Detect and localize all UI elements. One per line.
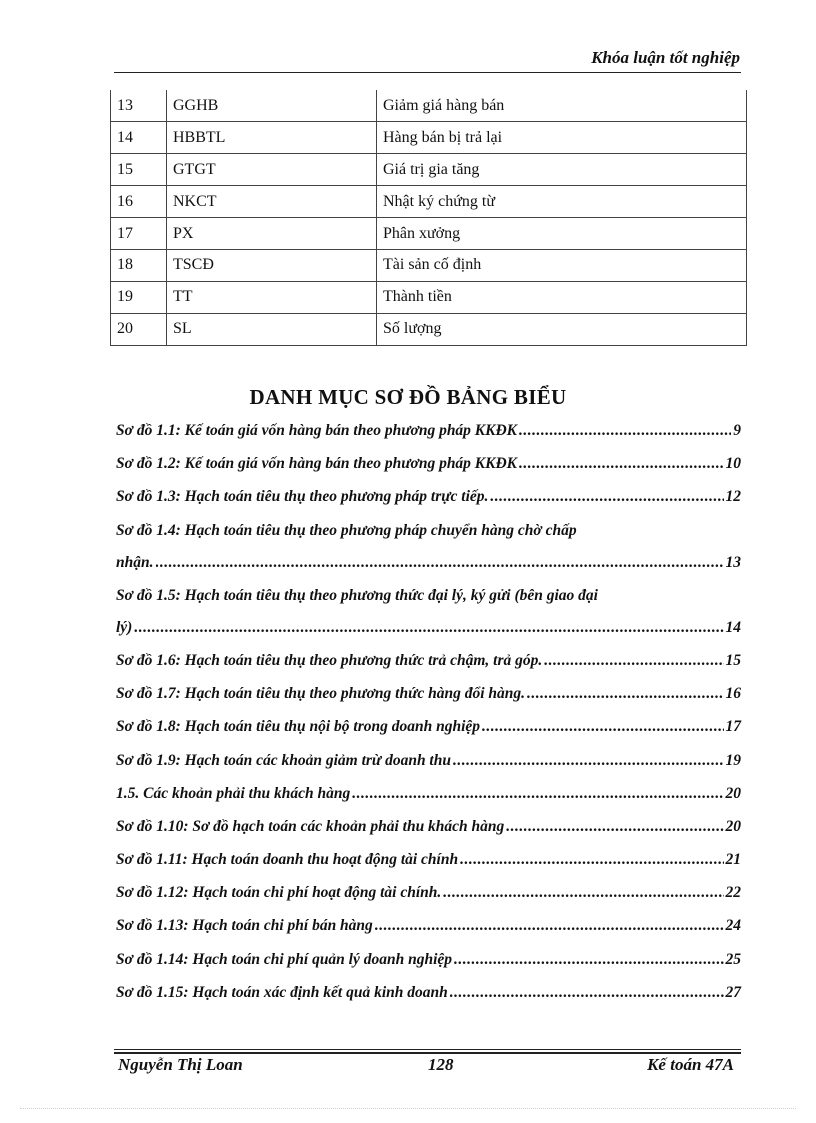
toc-dot-leader (156, 554, 724, 572)
toc-entry-title: Sơ đồ 1.6: Hạch toán tiêu thụ theo phương thức trả chậm, trả góp. (116, 651, 543, 669)
toc-entry-title: Sơ đồ 1.14: Hạch toán chi phí quản lý doanh nghiệp (116, 950, 453, 968)
toc-entry[interactable] (116, 917, 741, 950)
row-number: 14 (111, 122, 167, 154)
toc-entry-title: 1.5. Các khoản phải thu khách hàng (116, 784, 351, 802)
toc-page-number: 25 (725, 950, 741, 968)
toc-page-number: 12 (725, 488, 741, 506)
toc-entry[interactable] (116, 951, 741, 984)
toc-entry-title: Sơ đồ 1.3: Hạch toán tiêu thụ theo phương pháp trực tiếp. (116, 488, 489, 506)
toc-page-number: 16 (725, 685, 741, 703)
toc-page-number: 13 (725, 553, 741, 571)
abbreviation-code: PX (167, 218, 377, 250)
toc-entry-continuation[interactable] (116, 619, 741, 652)
row-number: 13 (111, 90, 167, 122)
abbreviation-code: TSCĐ (167, 249, 377, 281)
abbreviation-meaning: Tài sản cố định (377, 249, 747, 281)
running-header-title: Khóa luận tốt nghiệp (591, 48, 740, 67)
toc-entry-continuation[interactable] (116, 554, 741, 587)
toc-entry[interactable] (116, 652, 741, 685)
abbreviation-table (110, 90, 747, 346)
abbreviation-code: TT (167, 281, 377, 313)
footer-rule-thick (114, 1052, 741, 1054)
toc-entry[interactable] (116, 984, 741, 1017)
row-number: 17 (111, 218, 167, 250)
toc-dot-leader (352, 785, 723, 803)
toc-entry-title-cont: lý) (116, 618, 133, 636)
toc-entry[interactable] (116, 818, 741, 851)
abbreviation-meaning: Nhật ký chứng từ (377, 186, 747, 218)
section-title: DANH MỤC SƠ ĐỒ BẢNG BIỂU (249, 385, 567, 409)
toc-entry-title: Sơ đồ 1.11: Hạch toán doanh thu hoạt động tài chính (116, 851, 459, 869)
abbreviation-code: HBBTL (167, 122, 377, 154)
toc-entry[interactable] (116, 884, 741, 917)
toc-dot-leader (460, 851, 723, 869)
table-row (111, 90, 747, 122)
abbreviation-meaning: Hàng bán bị trả lại (377, 122, 747, 154)
toc-dot-leader (454, 951, 723, 969)
toc-entry-title: Sơ đồ 1.8: Hạch toán tiêu thụ nội bộ trong doanh nghiệp (116, 718, 481, 736)
abbreviation-meaning: Số lượng (377, 313, 747, 345)
footer-class: Kế toán 47A (647, 1055, 734, 1074)
toc-entry[interactable] (116, 785, 741, 818)
toc-page-number: 15 (725, 651, 741, 669)
row-number: 15 (111, 154, 167, 186)
page-footer (118, 1055, 738, 1079)
toc-page-number: 19 (725, 751, 741, 769)
footer-author: Nguyễn Thị Loan (118, 1055, 243, 1074)
toc-page-number: 17 (725, 718, 741, 736)
table-row (111, 281, 747, 313)
toc-entry-title: Sơ đồ 1.12: Hạch toán chi phí hoạt động tài chính. (116, 884, 442, 902)
abbreviation-meaning: Thành tiền (377, 281, 747, 313)
toc-entry-title: Sơ đồ 1.5: Hạch toán tiêu thụ theo phương thức đại lý, ký gửi (bên giao đại (116, 586, 598, 604)
table-row (111, 186, 747, 218)
table-row (111, 154, 747, 186)
abbreviation-code: SL (167, 313, 377, 345)
table-row (111, 249, 747, 281)
row-number: 19 (111, 281, 167, 313)
toc-entry-title: Sơ đồ 1.15: Hạch toán xác định kết quả kinh doanh (116, 983, 448, 1001)
toc-page-number: 14 (725, 618, 741, 636)
footer-rule (114, 1049, 741, 1050)
toc-entry-title: Sơ đồ 1.10: Sơ đồ hạch toán các khoản phải thu khách hàng (116, 817, 505, 835)
toc-entry[interactable] (116, 718, 741, 751)
toc-entry[interactable] (116, 488, 741, 521)
toc-dot-leader (519, 455, 723, 473)
toc-page-number: 22 (725, 884, 741, 902)
toc-page-number: 24 (725, 917, 741, 935)
toc-entry-title: Sơ đồ 1.1: Kế toán giá vốn hàng bán theo phương pháp KKĐK (116, 422, 518, 439)
toc-entry-title-cont: nhận. (116, 553, 154, 571)
toc-entry[interactable] (116, 455, 741, 488)
toc-dot-leader (443, 884, 723, 902)
toc-page-number: 10 (725, 455, 741, 473)
abbreviation-meaning: Giá trị gia tăng (377, 154, 747, 186)
toc-dot-leader (506, 818, 723, 836)
toc-entry[interactable] (116, 422, 741, 455)
toc-entry-title: Sơ đồ 1.7: Hạch toán tiêu thụ theo phương thức hàng đổi hàng. (116, 685, 526, 703)
toc-entry[interactable] (116, 522, 741, 554)
toc-entry[interactable] (116, 752, 741, 785)
row-number: 20 (111, 313, 167, 345)
toc-dot-leader (490, 488, 723, 506)
abbreviation-code: NKCT (167, 186, 377, 218)
toc-page-number: 9 (733, 422, 741, 439)
table-row (111, 313, 747, 345)
table-row (111, 122, 747, 154)
toc-page-number: 20 (725, 817, 741, 835)
abbreviation-meaning: Giảm giá hàng bán (377, 90, 747, 122)
toc-entry[interactable] (116, 851, 741, 884)
toc-entry-title: Sơ đồ 1.2: Kế toán giá vốn hàng bán theo phương pháp KKĐK (116, 455, 518, 473)
row-number: 18 (111, 249, 167, 281)
table-row (111, 218, 747, 250)
toc-page-number: 20 (725, 784, 741, 802)
footer-page-number: 128 (428, 1055, 454, 1074)
toc-dot-leader (375, 917, 724, 935)
row-number: 16 (111, 186, 167, 218)
toc-dot-leader (453, 752, 724, 770)
abbreviation-code: GGHB (167, 90, 377, 122)
toc-page-number: 27 (725, 983, 741, 1001)
toc-dot-leader (482, 718, 723, 736)
page-edge (20, 1108, 796, 1109)
abbreviation-code: GTGT (167, 154, 377, 186)
header-rule (114, 72, 741, 73)
toc-entry[interactable] (116, 685, 741, 718)
toc-entry-title: Sơ đồ 1.9: Hạch toán các khoản giảm trừ doanh thu (116, 751, 451, 769)
table-of-figures (116, 422, 741, 1017)
toc-dot-leader (450, 984, 724, 1002)
toc-dot-leader (134, 619, 723, 637)
toc-entry-title: Sơ đồ 1.13: Hạch toán chi phí bán hàng (116, 917, 373, 935)
toc-entry[interactable] (116, 587, 741, 619)
toc-dot-leader (527, 685, 723, 703)
toc-entry-title: Sơ đồ 1.4: Hạch toán tiêu thụ theo phương pháp chuyển hàng chờ chấp (116, 521, 577, 539)
toc-dot-leader (544, 652, 723, 670)
toc-dot-leader (519, 422, 731, 440)
toc-page-number: 21 (725, 851, 741, 869)
abbreviation-meaning: Phân xưởng (377, 218, 747, 250)
